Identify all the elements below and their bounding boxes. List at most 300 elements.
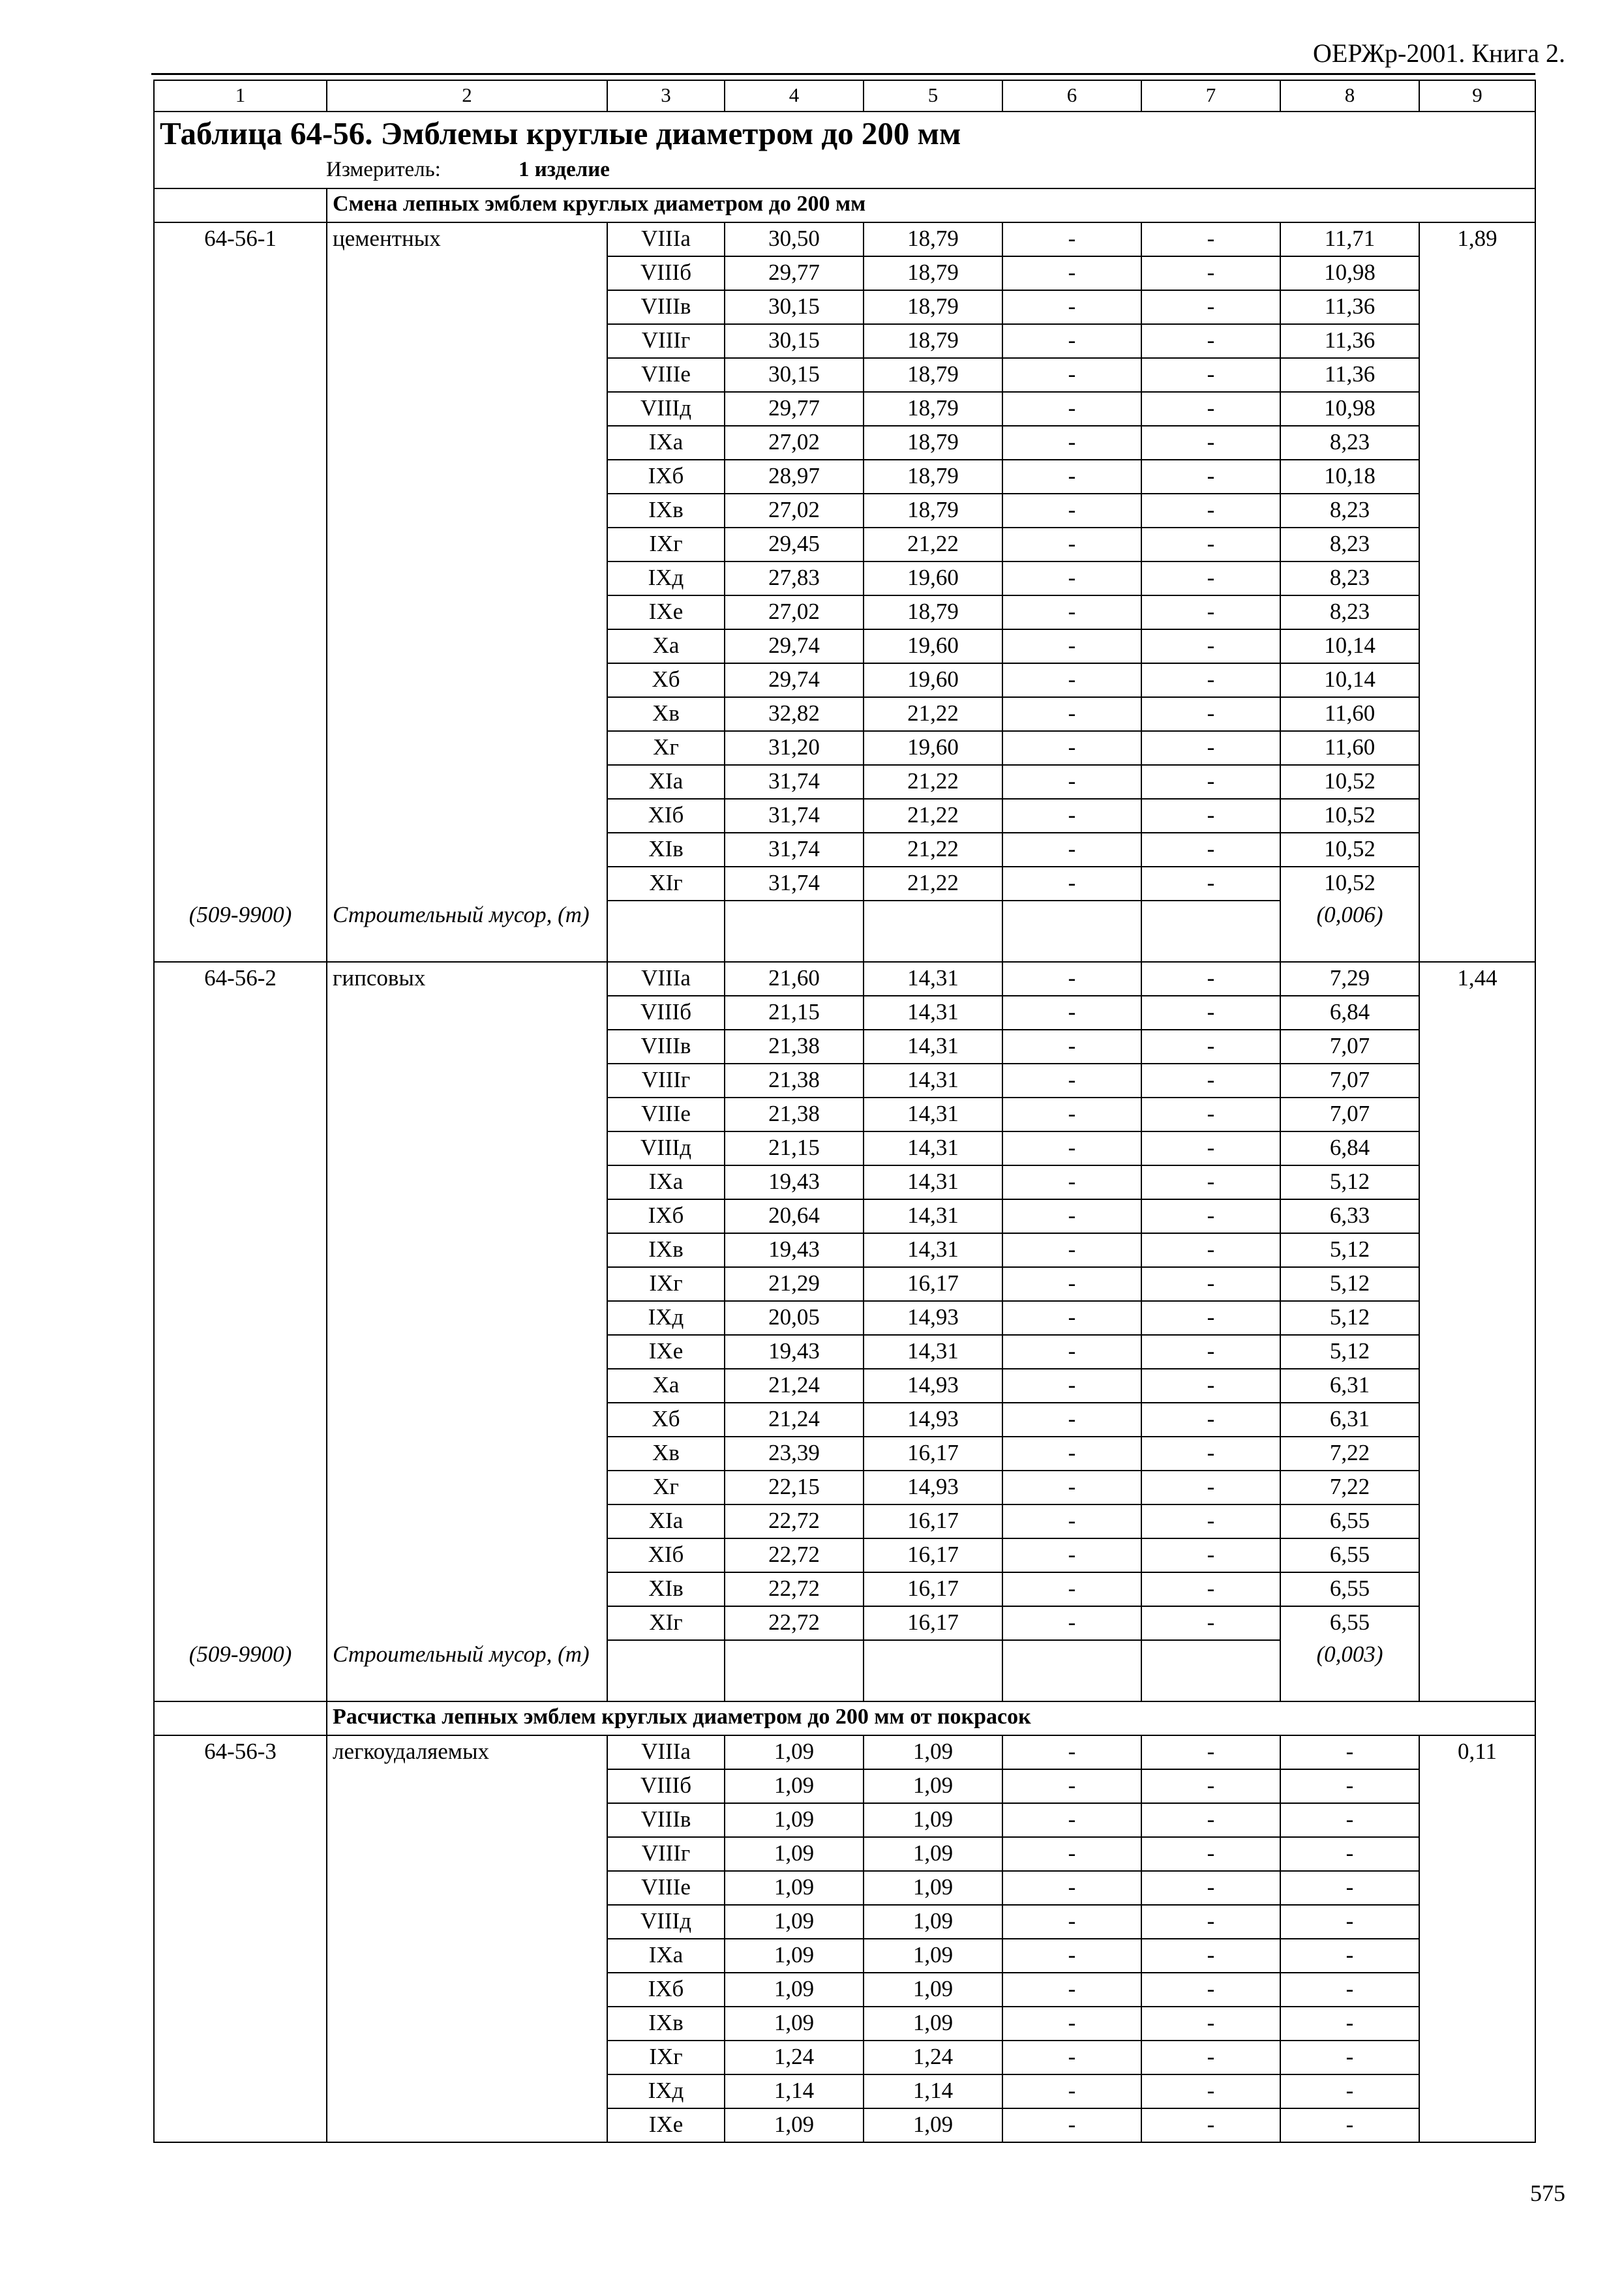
value-cell: -	[1002, 1769, 1141, 1803]
value-cell: 27,83	[725, 561, 864, 595]
item-code-cell	[154, 1973, 327, 2007]
item-name-cell	[327, 460, 607, 494]
table-row	[154, 1165, 1535, 1199]
value-cell: -	[1141, 1606, 1280, 1640]
value-cell: 29,77	[725, 256, 864, 290]
value-cell: 30,15	[725, 324, 864, 358]
column-number: 2	[327, 80, 607, 112]
zone-code: VIIIб	[607, 1769, 725, 1803]
table-row	[154, 1369, 1535, 1403]
item-code-cell	[154, 2007, 327, 2041]
value-cell: -	[1002, 1538, 1141, 1572]
value-cell: 1,09	[864, 1735, 1002, 1769]
value-cell: 14,31	[864, 996, 1002, 1030]
value-cell: 7,07	[1280, 1030, 1419, 1064]
table-row	[154, 528, 1535, 561]
item-col9-cell	[1419, 1165, 1535, 1199]
value-cell: 1,24	[725, 2041, 864, 2074]
item-code-cell	[154, 697, 327, 731]
value-cell: 14,31	[864, 1098, 1002, 1131]
value-cell: -	[1280, 1769, 1419, 1803]
value-cell: -	[1280, 1973, 1419, 2007]
column-number-row	[154, 80, 1535, 112]
item-code-cell	[154, 1199, 327, 1233]
empty-cell	[1141, 1640, 1280, 1701]
value-cell: 21,22	[864, 765, 1002, 799]
value-cell: 20,64	[725, 1199, 864, 1233]
value-cell: -	[1002, 1369, 1141, 1403]
item-name-cell	[327, 2007, 607, 2041]
item-code-cell	[154, 996, 327, 1030]
item-name-cell	[327, 1437, 607, 1471]
item-name-cell	[327, 1837, 607, 1871]
value-cell: -	[1280, 2074, 1419, 2108]
item-name: цементных	[327, 222, 607, 256]
item-name-cell	[327, 528, 607, 561]
item-name-cell	[327, 663, 607, 697]
item-code-cell	[154, 494, 327, 528]
value-cell: -	[1002, 2007, 1141, 2041]
item-col9-cell	[1419, 460, 1535, 494]
value-cell: -	[1141, 1369, 1280, 1403]
table-row	[154, 2074, 1535, 2108]
item-code: 64-56-1	[154, 222, 327, 256]
item-name-cell	[327, 1335, 607, 1369]
value-cell: 16,17	[864, 1538, 1002, 1572]
item-col9-cell	[1419, 833, 1535, 867]
value-cell: -	[1002, 1471, 1141, 1504]
value-cell: -	[1002, 697, 1141, 731]
item-code-cell	[154, 392, 327, 426]
value-cell: 21,24	[725, 1403, 864, 1437]
item-col9-cell	[1419, 765, 1535, 799]
item-col9: 1,44	[1419, 962, 1535, 996]
debris-row	[154, 1640, 1535, 1701]
item-name: легкоудаляемых	[327, 1735, 607, 1769]
item-code-cell	[154, 324, 327, 358]
empty-cell	[864, 1640, 1002, 1701]
value-cell: -	[1002, 1803, 1141, 1837]
value-cell: -	[1002, 996, 1141, 1030]
value-cell: -	[1141, 867, 1280, 901]
value-cell: 5,12	[1280, 1301, 1419, 1335]
item-name-cell	[327, 1403, 607, 1437]
zone-code: IXe	[607, 1335, 725, 1369]
item-col9-cell	[1419, 1199, 1535, 1233]
zone-code: Xг	[607, 731, 725, 765]
value-cell: 30,15	[725, 290, 864, 324]
value-cell: 18,79	[864, 290, 1002, 324]
value-cell: 6,55	[1280, 1572, 1419, 1606]
item-col9-cell	[1419, 629, 1535, 663]
section-heading: Смена лепных эмблем круглых диаметром до 200 мм	[327, 188, 1535, 222]
value-cell: 7,22	[1280, 1471, 1419, 1504]
empty-cell	[725, 1640, 864, 1701]
zone-code: IXa	[607, 1165, 725, 1199]
item-code-cell	[154, 663, 327, 697]
value-cell: 14,31	[864, 1199, 1002, 1233]
table-row	[154, 494, 1535, 528]
zone-code: VIIIб	[607, 996, 725, 1030]
value-cell: 1,14	[864, 2074, 1002, 2108]
value-cell: 21,22	[864, 697, 1002, 731]
value-cell: -	[1141, 1471, 1280, 1504]
value-cell: 14,31	[864, 1233, 1002, 1267]
zone-code: IXe	[607, 2108, 725, 2142]
value-cell: -	[1002, 629, 1141, 663]
value-cell: 8,23	[1280, 426, 1419, 460]
value-cell: -	[1280, 2041, 1419, 2074]
item-code-cell	[154, 1504, 327, 1538]
item-code-cell	[154, 867, 327, 901]
running-header: ОЕРЖр-2001. Книга 2.	[1313, 38, 1565, 68]
value-cell: 16,17	[864, 1504, 1002, 1538]
item-name-cell	[327, 629, 607, 663]
zone-code: VIIIг	[607, 1837, 725, 1871]
value-cell: -	[1141, 1131, 1280, 1165]
value-cell: 27,02	[725, 595, 864, 629]
item-code-cell	[154, 460, 327, 494]
value-cell: -	[1002, 663, 1141, 697]
value-cell: -	[1002, 1504, 1141, 1538]
item-col9-cell	[1419, 494, 1535, 528]
value-cell: -	[1002, 1735, 1141, 1769]
table-row	[154, 2108, 1535, 2142]
item-code-cell	[154, 2108, 327, 2142]
value-cell: 11,60	[1280, 731, 1419, 765]
empty-cell	[1141, 901, 1280, 962]
value-cell: 31,74	[725, 765, 864, 799]
header-rule	[151, 73, 1535, 75]
value-cell: 1,09	[725, 1837, 864, 1871]
item-code-cell	[154, 1871, 327, 1905]
table-row	[154, 1769, 1535, 1803]
value-cell: -	[1002, 1572, 1141, 1606]
value-cell: -	[1002, 2108, 1141, 2142]
zone-code: VIIIд	[607, 392, 725, 426]
value-cell: 19,60	[864, 731, 1002, 765]
value-cell: 21,22	[864, 867, 1002, 901]
value-cell: 30,50	[725, 222, 864, 256]
table-row	[154, 426, 1535, 460]
value-cell: 14,31	[864, 1030, 1002, 1064]
table-row	[154, 1538, 1535, 1572]
item-col9-cell	[1419, 2074, 1535, 2108]
value-cell: 14,93	[864, 1403, 1002, 1437]
value-cell: -	[1002, 460, 1141, 494]
value-cell: 21,24	[725, 1369, 864, 1403]
item-col9-cell	[1419, 901, 1535, 962]
table-row	[154, 1098, 1535, 1131]
zone-code: VIIIв	[607, 1803, 725, 1837]
value-cell: -	[1141, 833, 1280, 867]
value-cell: 10,14	[1280, 629, 1419, 663]
item-col9-cell	[1419, 1803, 1535, 1837]
value-cell: 1,09	[725, 2007, 864, 2041]
item-col9-cell	[1419, 1267, 1535, 1301]
value-cell: 21,22	[864, 528, 1002, 561]
measure-value: 1 изделие	[519, 158, 610, 181]
value-cell: -	[1141, 1233, 1280, 1267]
value-cell: 1,09	[864, 1973, 1002, 2007]
value-cell: -	[1002, 833, 1141, 867]
item-col9: 1,89	[1419, 222, 1535, 256]
zone-code: Xб	[607, 1403, 725, 1437]
zone-code: VIIIд	[607, 1131, 725, 1165]
item-col9-cell	[1419, 1335, 1535, 1369]
value-cell: 18,79	[864, 256, 1002, 290]
value-cell: 14,93	[864, 1301, 1002, 1335]
table-row	[154, 629, 1535, 663]
item-name-cell	[327, 1233, 607, 1267]
value-cell: 14,93	[864, 1369, 1002, 1403]
table-row	[154, 799, 1535, 833]
item-col9-cell	[1419, 1572, 1535, 1606]
empty-cell	[1002, 901, 1141, 962]
item-name-cell	[327, 324, 607, 358]
value-cell: 14,31	[864, 1335, 1002, 1369]
zone-code: VIIIa	[607, 1735, 725, 1769]
value-cell: -	[1280, 1871, 1419, 1905]
item-code-cell	[154, 765, 327, 799]
value-cell: -	[1141, 1301, 1280, 1335]
zone-code: XIв	[607, 1572, 725, 1606]
table-row	[154, 1606, 1535, 1640]
zone-code: IXб	[607, 1973, 725, 2007]
value-cell: -	[1002, 1301, 1141, 1335]
table-row	[154, 256, 1535, 290]
column-number: 4	[725, 80, 864, 112]
value-cell: 11,36	[1280, 290, 1419, 324]
zone-code: XIa	[607, 1504, 725, 1538]
table-row	[154, 1064, 1535, 1098]
debris-value: (0,006)	[1280, 901, 1419, 962]
item-code-cell	[154, 731, 327, 765]
item-col9-cell	[1419, 1905, 1535, 1939]
value-cell: 21,15	[725, 996, 864, 1030]
table-row	[154, 697, 1535, 731]
item-code-cell	[154, 1064, 327, 1098]
section-heading: Расчистка лепных эмблем круглых диаметром до 200 мм от покрасок	[327, 1701, 1535, 1735]
item-name-cell	[327, 1199, 607, 1233]
zone-code: IXa	[607, 1939, 725, 1973]
value-cell: 23,39	[725, 1437, 864, 1471]
value-cell: 18,79	[864, 426, 1002, 460]
value-cell: 22,72	[725, 1606, 864, 1640]
item-name-cell	[327, 1030, 607, 1064]
value-cell: -	[1141, 1973, 1280, 2007]
value-cell: -	[1002, 324, 1141, 358]
zone-code: Xa	[607, 629, 725, 663]
value-cell: 19,43	[725, 1233, 864, 1267]
item-col9-cell	[1419, 1871, 1535, 1905]
zone-code: IXг	[607, 528, 725, 561]
column-number: 3	[607, 80, 725, 112]
value-cell: 14,31	[864, 962, 1002, 996]
value-cell: 11,36	[1280, 358, 1419, 392]
value-cell: 1,09	[725, 1871, 864, 1905]
value-cell: 5,12	[1280, 1267, 1419, 1301]
table-row	[154, 290, 1535, 324]
item-col9-cell	[1419, 1640, 1535, 1701]
table-title-row	[154, 112, 1535, 155]
value-cell: -	[1141, 290, 1280, 324]
item-code-cell	[154, 1403, 327, 1437]
value-cell: 1,09	[864, 1769, 1002, 1803]
table-row	[154, 962, 1535, 996]
item-code-cell	[154, 358, 327, 392]
value-cell: 22,72	[725, 1572, 864, 1606]
value-cell: 22,15	[725, 1471, 864, 1504]
zone-code: Xб	[607, 663, 725, 697]
value-cell: 6,31	[1280, 1369, 1419, 1403]
item-code-cell	[154, 1437, 327, 1471]
value-cell: -	[1141, 765, 1280, 799]
item-name-cell	[327, 833, 607, 867]
item-name-cell	[327, 1369, 607, 1403]
item-col9-cell	[1419, 324, 1535, 358]
value-cell: -	[1002, 962, 1141, 996]
table-row	[154, 731, 1535, 765]
value-cell: 5,12	[1280, 1233, 1419, 1267]
value-cell: -	[1002, 1030, 1141, 1064]
zone-code: VIIIб	[607, 256, 725, 290]
item-code-cell	[154, 1165, 327, 1199]
item-name-cell	[327, 1064, 607, 1098]
item-name-cell	[327, 697, 607, 731]
page-number: 575	[1530, 2180, 1565, 2206]
value-cell: 1,09	[725, 1735, 864, 1769]
value-cell: 19,60	[864, 629, 1002, 663]
value-cell: -	[1141, 1267, 1280, 1301]
value-cell: -	[1141, 1335, 1280, 1369]
column-number: 8	[1280, 80, 1419, 112]
item-col9-cell	[1419, 1504, 1535, 1538]
item-name-cell	[327, 996, 607, 1030]
table-row	[154, 765, 1535, 799]
value-cell: 18,79	[864, 324, 1002, 358]
value-cell: 18,79	[864, 595, 1002, 629]
measure-label: Измеритель:	[326, 158, 441, 181]
item-code-cell	[154, 1233, 327, 1267]
value-cell: 5,12	[1280, 1335, 1419, 1369]
value-cell: -	[1002, 1335, 1141, 1369]
value-cell: 22,72	[725, 1504, 864, 1538]
zone-code: XIг	[607, 867, 725, 901]
value-cell: -	[1280, 1803, 1419, 1837]
value-cell: -	[1002, 1267, 1141, 1301]
item-name-cell	[327, 1606, 607, 1640]
item-name-cell	[327, 1098, 607, 1131]
zone-code: IXa	[607, 426, 725, 460]
value-cell: 31,74	[725, 867, 864, 901]
item-code: 64-56-2	[154, 962, 327, 996]
table-row	[154, 324, 1535, 358]
column-number: 6	[1002, 80, 1141, 112]
value-cell: 32,82	[725, 697, 864, 731]
value-cell: 11,36	[1280, 324, 1419, 358]
item-name-cell	[327, 256, 607, 290]
item-col9-cell	[1419, 392, 1535, 426]
value-cell: 16,17	[864, 1572, 1002, 1606]
zone-code: Xa	[607, 1369, 725, 1403]
item-name-cell	[327, 1538, 607, 1572]
value-cell: 31,74	[725, 799, 864, 833]
value-cell: 6,55	[1280, 1504, 1419, 1538]
value-cell: 6,31	[1280, 1403, 1419, 1437]
value-cell: 11,71	[1280, 222, 1419, 256]
table-row	[154, 996, 1535, 1030]
zone-code: IXe	[607, 595, 725, 629]
zone-code: Xв	[607, 1437, 725, 1471]
value-cell: 29,74	[725, 663, 864, 697]
item-name-cell	[327, 392, 607, 426]
value-cell: -	[1002, 2041, 1141, 2074]
value-cell: 10,52	[1280, 799, 1419, 833]
value-cell: 14,31	[864, 1165, 1002, 1199]
value-cell: -	[1280, 1905, 1419, 1939]
item-code-cell	[154, 1335, 327, 1369]
table-row	[154, 1939, 1535, 1973]
value-cell: 1,14	[725, 2074, 864, 2108]
zone-code: VIIIe	[607, 1871, 725, 1905]
value-cell: 21,38	[725, 1098, 864, 1131]
item-code-cell	[154, 1369, 327, 1403]
value-cell: 6,84	[1280, 1131, 1419, 1165]
value-cell: 18,79	[864, 222, 1002, 256]
value-cell: -	[1141, 1098, 1280, 1131]
value-cell: 7,29	[1280, 962, 1419, 996]
item-col9: 0,11	[1419, 1735, 1535, 1769]
value-cell: -	[1280, 1837, 1419, 1871]
value-cell: 1,09	[864, 2007, 1002, 2041]
item-col9-cell	[1419, 256, 1535, 290]
value-cell: 27,02	[725, 426, 864, 460]
item-name-cell	[327, 1871, 607, 1905]
item-code-cell	[154, 1606, 327, 1640]
value-cell: -	[1002, 1905, 1141, 1939]
value-cell: 1,24	[864, 2041, 1002, 2074]
value-cell: 1,09	[864, 2108, 1002, 2142]
item-code-cell	[154, 799, 327, 833]
item-name-cell	[327, 2074, 607, 2108]
table-row	[154, 561, 1535, 595]
value-cell: -	[1141, 1837, 1280, 1871]
value-cell: -	[1141, 392, 1280, 426]
value-cell: -	[1002, 426, 1141, 460]
item-code-cell	[154, 1131, 327, 1165]
value-cell: 19,43	[725, 1165, 864, 1199]
value-cell: 21,29	[725, 1267, 864, 1301]
debris-label: Строительный мусор, (т)	[327, 901, 607, 962]
item-name-cell	[327, 1939, 607, 1973]
value-cell: -	[1280, 1939, 1419, 1973]
value-cell: -	[1002, 595, 1141, 629]
item-code: 64-56-3	[154, 1735, 327, 1769]
value-cell: -	[1141, 595, 1280, 629]
value-cell: 16,17	[864, 1606, 1002, 1640]
section-spacer	[154, 188, 327, 222]
item-col9-cell	[1419, 1064, 1535, 1098]
item-col9-cell	[1419, 1131, 1535, 1165]
table-row	[154, 1403, 1535, 1437]
column-number: 7	[1141, 80, 1280, 112]
value-cell: 18,79	[864, 494, 1002, 528]
value-cell: -	[1141, 460, 1280, 494]
zone-code: IXд	[607, 2074, 725, 2108]
item-name-cell	[327, 1267, 607, 1301]
value-cell: -	[1141, 1939, 1280, 1973]
